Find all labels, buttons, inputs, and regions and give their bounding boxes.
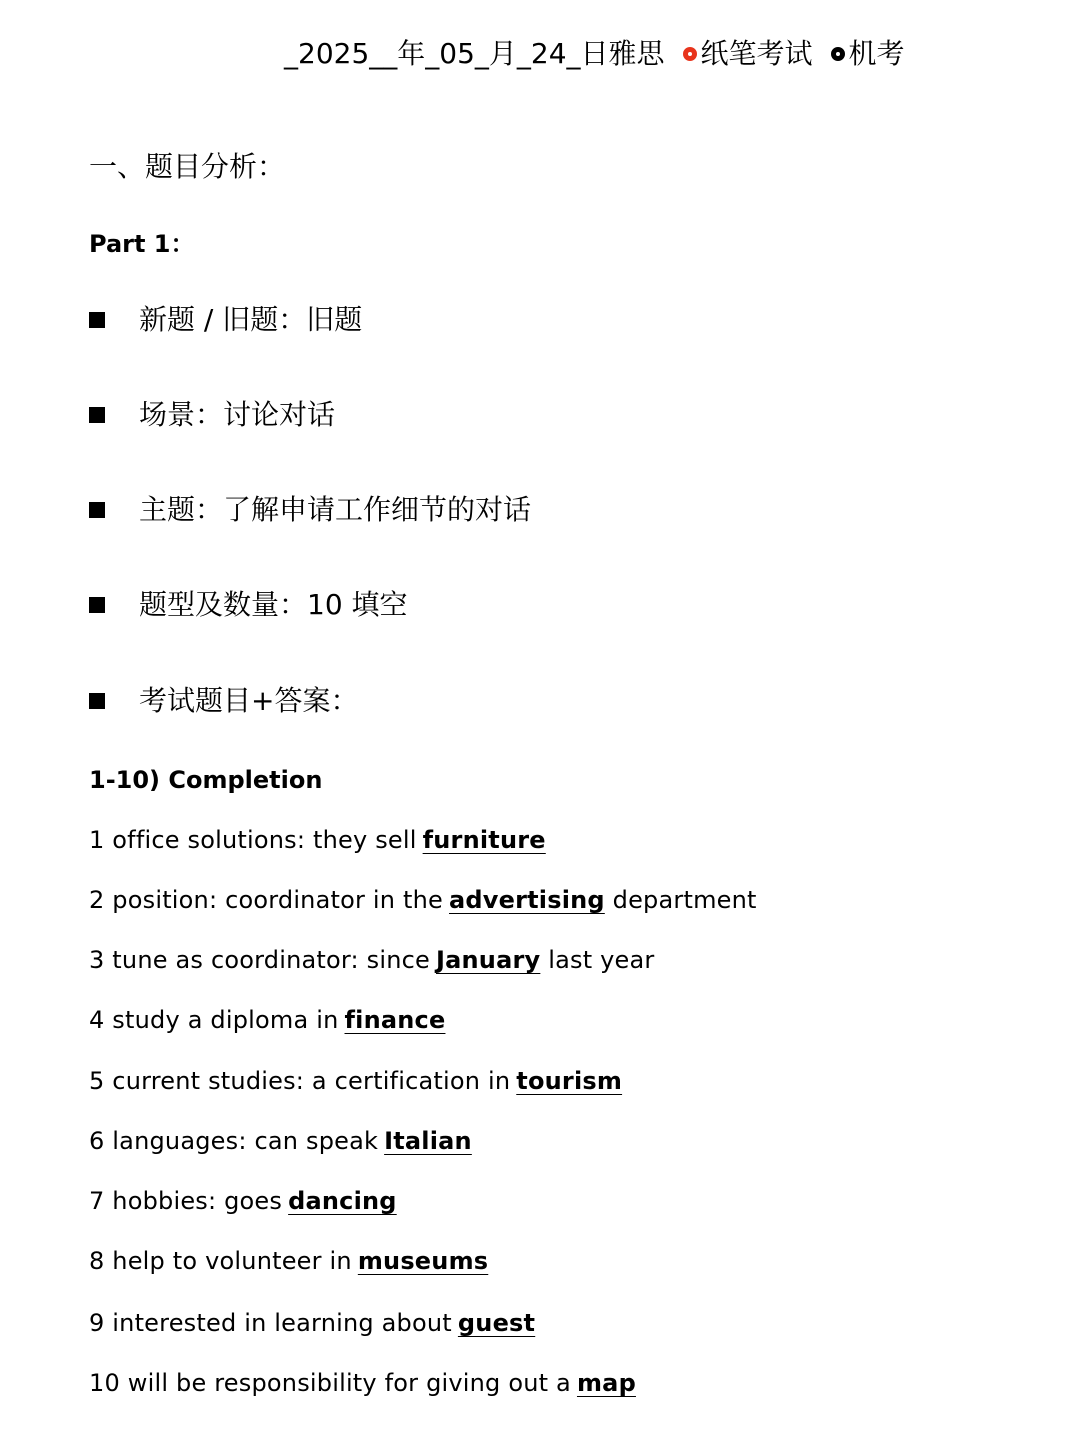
exam-date-text: _2025__年_05_月_24_日雅思 <box>284 37 665 70</box>
question-line <box>89 822 546 858</box>
question-answer: guest <box>457 1309 536 1337</box>
question-answer: tourism <box>516 1067 623 1095</box>
question-suffix: last year <box>548 946 655 974</box>
question-answer: finance <box>344 1006 446 1034</box>
question-prefix: 6 languages: can speak <box>89 1127 379 1155</box>
square-bullet-icon <box>89 407 105 423</box>
bullet-item-questions-answers <box>89 681 358 721</box>
computer-exam-label: 机考 <box>848 37 905 70</box>
question-prefix: 2 position: coordinator in the <box>89 886 443 914</box>
bullet-text: 题型及数量：10 填空 <box>139 588 408 621</box>
question-answer: dancing <box>288 1187 397 1215</box>
bullet-text: 新题 / 旧题：旧题 <box>139 303 363 336</box>
question-answer: January <box>436 946 541 974</box>
question-line <box>89 1002 445 1038</box>
section-heading: 一、题目分析： <box>89 150 286 183</box>
bullet-item-new-old <box>89 300 362 340</box>
part-label: Part 1： <box>89 230 195 258</box>
question-line <box>89 1183 397 1219</box>
question-line <box>89 942 654 978</box>
computer-exam-radio-icon <box>831 47 845 61</box>
question-line <box>89 1243 488 1279</box>
bullet-item-topic <box>89 490 531 530</box>
completion-heading: 1-10) Completion <box>89 766 323 794</box>
question-line <box>89 882 757 918</box>
question-prefix: 3 tune as coordinator: since <box>89 946 430 974</box>
question-line <box>89 1365 636 1401</box>
question-answer: Italian <box>384 1127 472 1155</box>
question-line <box>89 1123 472 1159</box>
question-answer: museums <box>357 1247 489 1275</box>
question-prefix: 8 help to volunteer in <box>89 1247 352 1275</box>
paper-exam-radio-icon <box>683 47 697 61</box>
paper-exam-label: 纸笔考试 <box>700 37 813 70</box>
question-answer: furniture <box>422 826 546 854</box>
square-bullet-icon <box>89 693 105 709</box>
question-answer: advertising <box>449 886 605 914</box>
exam-date-header <box>284 32 905 76</box>
question-prefix: 4 study a diploma in <box>89 1006 339 1034</box>
question-prefix: 1 office solutions: they sell <box>89 826 417 854</box>
square-bullet-icon <box>89 597 105 613</box>
question-prefix: 9 interested in learning about <box>89 1309 452 1337</box>
bullet-item-scene <box>89 395 335 435</box>
question-suffix: department <box>612 886 757 914</box>
question-answer: map <box>576 1369 636 1397</box>
bullet-text: 考试题目+答案： <box>139 684 359 717</box>
question-prefix: 10 will be responsibility for giving out a <box>89 1369 571 1397</box>
bullet-item-question-type <box>89 585 408 625</box>
square-bullet-icon <box>89 502 105 518</box>
question-line <box>89 1063 622 1099</box>
question-prefix: 7 hobbies: goes <box>89 1187 283 1215</box>
question-line <box>89 1305 535 1341</box>
question-prefix: 5 current studies: a certification in <box>89 1067 511 1095</box>
bullet-text: 场景：讨论对话 <box>139 398 336 431</box>
square-bullet-icon <box>89 312 105 328</box>
bullet-text: 主题：了解申请工作细节的对话 <box>139 493 532 526</box>
